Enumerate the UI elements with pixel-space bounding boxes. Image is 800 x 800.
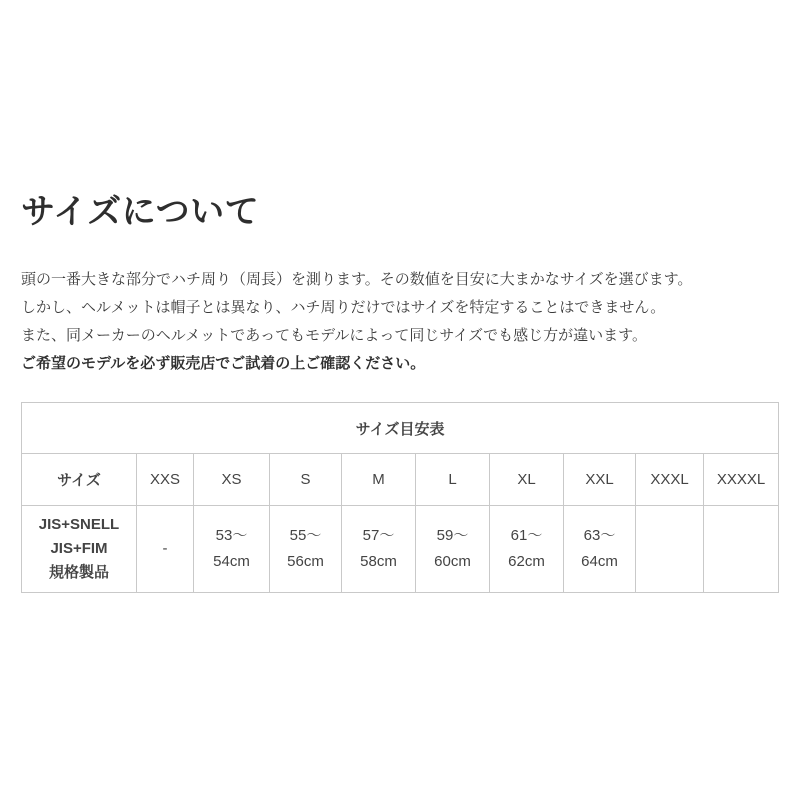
size-range-value: 54cm	[213, 553, 250, 570]
caption-row	[22, 403, 779, 454]
size-column-header-xl: XL	[490, 454, 564, 506]
size-range-value: 56cm	[287, 553, 324, 570]
size-column-header-xxs: XXS	[137, 454, 194, 506]
size-range-value: 64cm	[581, 553, 618, 570]
size-range-cell-xxs	[137, 506, 194, 593]
table-caption: サイズ目安表	[22, 403, 779, 454]
size-column-header-xxxl: XXXL	[636, 454, 704, 506]
intro-line-3: また、同メーカーのヘルメットであってもモデルによって同じサイズでも感じ方が違います。	[21, 327, 647, 344]
size-range-cell-s	[270, 506, 342, 593]
standards-data-row	[22, 506, 779, 593]
size-column-header-xxxxl: XXXXL	[704, 454, 779, 506]
size-column-header-s: S	[270, 454, 342, 506]
size-range-cell-xs	[194, 506, 270, 593]
standards-line-2: JIS+FIM	[50, 540, 108, 557]
size-range-value: 53～	[215, 527, 248, 544]
size-column-header-xxl: XXL	[564, 454, 636, 506]
size-header-row	[22, 454, 779, 506]
size-range-cell-l	[416, 506, 490, 593]
size-range-value: 55～	[289, 527, 322, 544]
standards-line-1: JIS+SNELL	[38, 516, 120, 533]
size-range-value: -	[162, 540, 168, 557]
size-range-value: 60cm	[434, 553, 471, 570]
intro-line-2: しかし、ヘルメットは帽子とは異なり、ハチ周りだけではサイズを特定することはできません。	[21, 299, 666, 316]
size-range-value: 61～	[510, 527, 543, 544]
size-corner-header: サイズ	[22, 454, 137, 506]
intro-paragraph	[21, 266, 778, 378]
size-range-value: 63～	[583, 527, 616, 544]
size-range-cell-m	[342, 506, 416, 593]
size-column-header-m: M	[342, 454, 416, 506]
empty-cell-xxxl	[636, 506, 704, 593]
size-column-header-xs: XS	[194, 454, 270, 506]
standards-row-header	[22, 506, 137, 593]
size-guide-table	[21, 402, 779, 593]
size-range-value: 59～	[436, 527, 469, 544]
size-range-value: 58cm	[360, 553, 397, 570]
intro-line-1: 頭の一番大きな部分でハチ周り（周長）を測ります。その数値を目安に大まかなサイズを選びます。	[21, 271, 693, 288]
size-column-header-l: L	[416, 454, 490, 506]
page-title: サイズについて	[21, 193, 260, 231]
empty-cell-xxxxl	[704, 506, 779, 593]
intro-line-4-bold: ご希望のモデルを必ず販売店でご試着の上ご確認ください。	[21, 355, 426, 372]
standards-line-3: 規格製品	[48, 564, 109, 581]
size-range-value: 57～	[362, 527, 395, 544]
size-range-cell-xl	[490, 506, 564, 593]
size-range-cell-xxl	[564, 506, 636, 593]
size-range-value: 62cm	[508, 553, 545, 570]
